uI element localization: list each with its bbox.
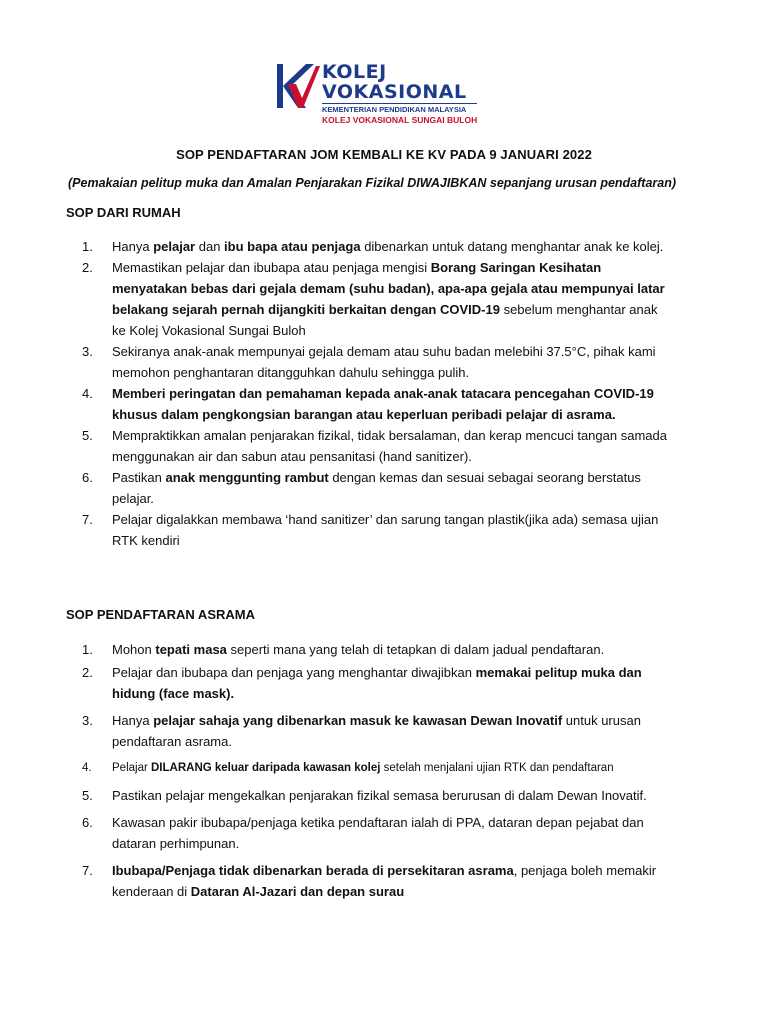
college-logo bbox=[276, 62, 506, 126]
list-item-text: untuk urusan pendaftaran asrama. bbox=[112, 713, 641, 749]
document-title: SOP PENDAFTARAN JOM KEMBALI KE KV PADA 9 JANUARI 2022 bbox=[176, 147, 592, 162]
list-item bbox=[82, 785, 672, 806]
list-item-text: DILARANG keluar daripada kawasan kolej bbox=[151, 762, 381, 774]
list-item bbox=[82, 257, 672, 341]
logo-text bbox=[322, 62, 477, 125]
list-item-text: tepati masa bbox=[155, 642, 227, 657]
list-number: 4. bbox=[82, 762, 92, 774]
list-item-text: Mempraktikkan amalan penjarakan fizikal, tidak bersalaman, dan kerap mencuci tangan samada menggunakan air dan sabun atau pensanitasi (hand sanitizer). bbox=[112, 428, 667, 464]
list-item-text: pelajar bbox=[153, 239, 196, 254]
list-item-text: Kawasan pakir ibubapa/penjaga ketika pendaftaran ialah di PPA, dataran depan pejabat dan dataran perhimpunan. bbox=[112, 815, 644, 851]
list-number: 5. bbox=[82, 788, 93, 803]
list-item bbox=[82, 509, 672, 551]
list-item-text: Pelajar digalakkan membawa ‘hand sanitizer’ dan sarung tangan plastik(jika ada) semasa ujian RTK kendiri bbox=[112, 512, 659, 548]
list-item-text: , penjaga boleh memakir kenderaan di bbox=[112, 863, 657, 899]
list-item bbox=[82, 425, 672, 467]
list-item-text: ibu bapa atau penjaga bbox=[224, 239, 361, 254]
list-item-text: Ibubapa/Penjaga tidak dibenarkan berada di persekitaran asrama bbox=[112, 863, 514, 878]
list-number: 5. bbox=[82, 428, 93, 443]
list-number: 1. bbox=[82, 642, 93, 657]
section-heading-hostel: SOP PENDAFTARAN ASRAMA bbox=[66, 607, 255, 622]
list-number: 4. bbox=[82, 386, 93, 401]
list-item-text: setelah menjalani ujian RTK dan pendaftaran bbox=[380, 762, 614, 774]
list-item-text: Pelajar bbox=[112, 762, 151, 774]
logo-ministry: KEMENTERIAN PENDIDIKAN MALAYSIA bbox=[322, 103, 477, 114]
list-item-text: anak menggunting rambut bbox=[165, 470, 329, 485]
list-number: 2. bbox=[82, 665, 93, 680]
list-item bbox=[82, 758, 672, 779]
home-sop-list bbox=[82, 236, 672, 551]
logo-college-name: KOLEJ VOKASIONAL SUNGAI BULOH bbox=[322, 115, 478, 125]
list-item bbox=[82, 341, 672, 383]
list-number: 6. bbox=[82, 815, 93, 830]
section-heading-home: SOP DARI RUMAH bbox=[66, 205, 181, 220]
list-item-text: Sekiranya anak-anak mempunyai gejala demam atau suhu badan melebihi 37.5°C, pihak kami memohon penghantaran ditangguhkan dahulu sehingga pulih. bbox=[112, 344, 656, 380]
list-item bbox=[82, 236, 672, 257]
list-number: 2. bbox=[82, 260, 93, 275]
list-item bbox=[82, 662, 672, 704]
list-number: 3. bbox=[82, 713, 93, 728]
list-item-text: Memberi peringatan dan pemahaman kepada anak-anak tatacara pencegahan COVID-19 khusus dalam pengkongsian barangan atau keperluan peribadi pelajar di asrama. bbox=[112, 386, 654, 422]
list-number: 3. bbox=[82, 344, 93, 359]
list-item-text: Pastikan bbox=[112, 470, 166, 485]
list-number: 1. bbox=[82, 239, 93, 254]
logo-line2: VOKASIONAL bbox=[322, 81, 467, 103]
list-item bbox=[82, 710, 672, 752]
list-item bbox=[82, 639, 672, 660]
document-subtitle: (Pemakaian pelitup muka dan Amalan Penjarakan Fizikal DIWAJIBKAN sepanjang urusan pendaftaran) bbox=[68, 176, 677, 190]
list-item-text: Hanya bbox=[112, 713, 154, 728]
list-item bbox=[82, 860, 672, 902]
list-item-text: Pelajar dan ibubapa dan penjaga yang menghantar diwajibkan bbox=[112, 665, 476, 680]
list-item-text: dengan kemas dan sesuai sebagai seorang berstatus pelajar. bbox=[112, 470, 641, 506]
list-item bbox=[82, 383, 672, 425]
list-item-text: Pastikan pelajar mengekalkan penjarakan fizikal semasa berurusan di dalam Dewan Inovatif. bbox=[112, 788, 647, 803]
list-item bbox=[82, 467, 672, 509]
list-number: 7. bbox=[82, 863, 93, 878]
list-item-text: seperti mana yang telah di tetapkan di dalam jadual pendaftaran. bbox=[226, 642, 605, 657]
hostel-sop-list bbox=[82, 639, 672, 902]
list-number: 7. bbox=[82, 512, 93, 527]
kv-emblem-icon bbox=[276, 62, 320, 118]
list-item-text: Dataran Al-Jazari dan depan surau bbox=[190, 884, 405, 899]
logo-line1: KOLEJ bbox=[322, 61, 387, 83]
list-item-text: Mohon bbox=[112, 642, 156, 657]
list-item-text: Hanya bbox=[112, 239, 154, 254]
list-item bbox=[82, 812, 672, 854]
list-item-text: dan bbox=[195, 239, 225, 254]
list-item-text: dibenarkan untuk datang menghantar anak ke kolej. bbox=[360, 239, 664, 254]
list-item-text: Borang Saringan Kesihatan menyatakan bebas dari gejala demam (suhu badan), apa-apa gejala atau mempunyai latar belakang sejarah pernah dijangkiti berkaitan dengan COVID-19 bbox=[112, 260, 665, 317]
list-number: 6. bbox=[82, 470, 93, 485]
list-item-text: pelajar sahaja yang dibenarkan masuk ke kawasan Dewan Inovatif bbox=[153, 713, 563, 728]
list-item-text: Memastikan pelajar dan ibubapa atau penjaga mengisi bbox=[112, 260, 431, 275]
list-item-text: sebelum menghantar anak ke Kolej Vokasional Sungai Buloh bbox=[112, 302, 658, 338]
list-item-text: memakai pelitup muka dan hidung (face mask). bbox=[112, 665, 642, 701]
